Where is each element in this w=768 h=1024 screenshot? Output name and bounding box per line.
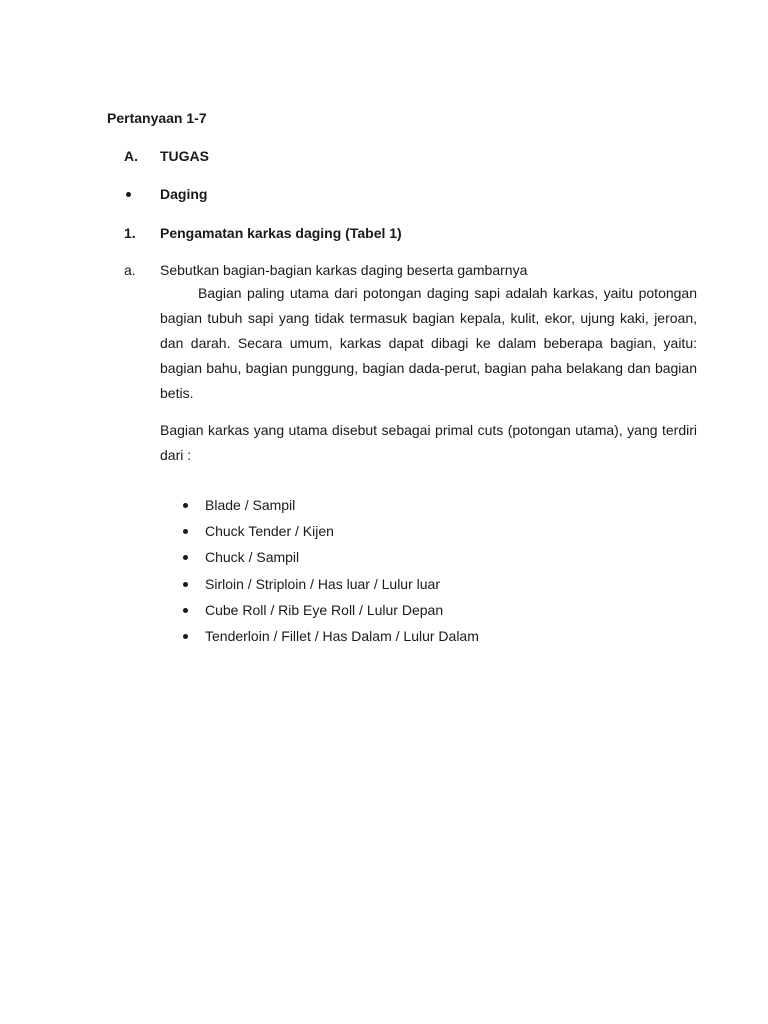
list-item: Tenderloin / Fillet / Has Dalam / Lulur Dalam — [180, 626, 479, 652]
paragraph-carcass-definition: Bagian paling utama dari potongan daging sapi adalah karkas, yaitu potongan bagian tubuh sapi yang tidak termasuk bagian kepala, kulit, ekor, ujung kaki, jeroan, dan darah. Secara umum, karkas dapat dibagi ke dalam beberapa bagian, yaitu: bagian bahu, bagian punggung, bagian dada-perut, bagian paha belakang dan bagian betis. — [160, 285, 697, 401]
paragraph-primal-cuts: Bagian karkas yang utama disebut sebagai primal cuts (potongan utama), yang terdiri dari : — [160, 422, 697, 463]
section-label: TUGAS — [160, 148, 209, 164]
bullet-icon — [183, 529, 188, 534]
list-item: Chuck Tender / Kijen — [180, 521, 479, 547]
item-number: 1. — [124, 225, 136, 241]
list-item: Chuck / Sampil — [180, 547, 479, 573]
bullet-icon — [124, 186, 160, 202]
list-item: Blade / Sampil — [180, 495, 479, 521]
item-1-label: Pengamatan karkas daging (Tabel 1) — [160, 225, 402, 241]
list-item: Cube Roll / Rib Eye Roll / Lulur Depan — [180, 600, 479, 626]
document-heading: Pertanyaan 1-7 — [107, 110, 207, 126]
bullet-icon — [183, 634, 188, 639]
sub-item-a-label: Sebutkan bagian-bagian karkas daging beserta gambarnya — [160, 262, 528, 278]
sub-item-letter: a. — [124, 262, 136, 278]
list-item: Sirloin / Striploin / Has luar / Lulur luar — [180, 574, 479, 600]
primal-cuts-list — [180, 495, 479, 652]
bullet-icon — [183, 503, 188, 508]
bullet-icon — [183, 555, 188, 560]
bullet-icon — [183, 582, 188, 587]
section-marker: A. — [124, 148, 138, 164]
bullet-icon — [183, 608, 188, 613]
topic-label: Daging — [160, 186, 208, 202]
